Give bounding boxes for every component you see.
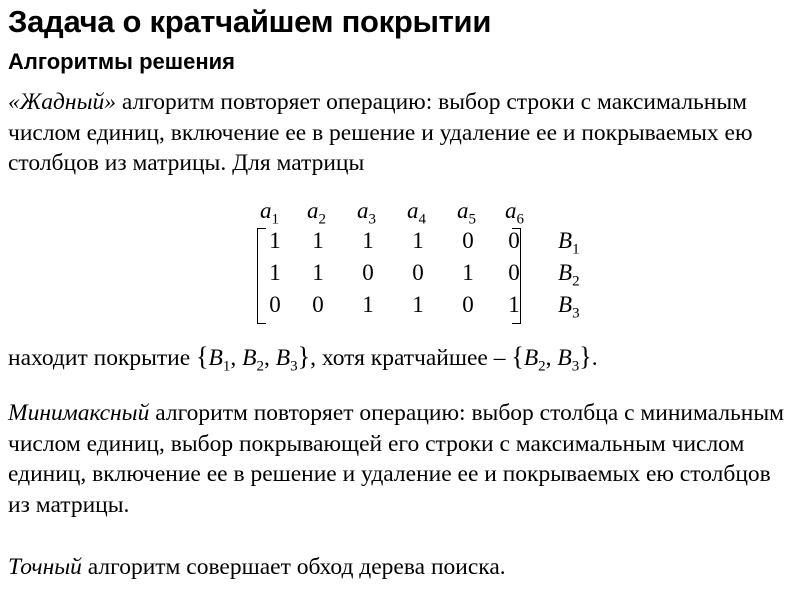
- matrix-cell: 0: [312, 292, 324, 317]
- matrix-cell: 1: [508, 292, 520, 317]
- minimax-term: Минимаксный: [8, 400, 150, 426]
- minimax-paragraph: [8, 398, 792, 520]
- matrix-cell: 1: [362, 292, 374, 317]
- matrix-cell: 1: [312, 228, 324, 253]
- cover-result-prefix: находит покрытие: [8, 345, 197, 371]
- greedy-paragraph: [8, 87, 792, 179]
- exact-text: алгоритм совершает обход дерева поиска.: [81, 554, 506, 580]
- minimax-text: алгоритм повторяет операцию: выбор столбца с минимальным числом единиц, выбор покрывающей его строки с максимальным числом единиц, включение ее в решение и удаление ее и покрываемых ею столбцов из матрицы.: [8, 400, 785, 518]
- cover-result-paragraph: находит покрытие {$B_1$, $B_2$, $B_3$}, хотя кратчайшее – {$B_2$, $B_3$}.: [8, 342, 598, 375]
- matrix-column-header: $a_3$: [357, 198, 376, 228]
- matrix-column-header: $a_4$: [407, 198, 426, 228]
- slide-title: Задача о кратчайшем покрытии: [8, 4, 492, 39]
- exact-paragraph: [8, 552, 792, 583]
- cover-result-middle: , хотя кратчайшее –: [310, 345, 512, 371]
- greedy-text: алгоритм повторяет операцию: выбор строки с максимальным числом единиц, включение ее в решение и удаление ее и покрываемых ею столбцов из матрицы. Для матрицы: [8, 89, 753, 176]
- matrix-column-header: $a_2$: [307, 198, 326, 228]
- matrix-cell: 1: [412, 292, 424, 317]
- matrix-cell: 0: [508, 260, 520, 285]
- matrix-column-header: $a_1$: [260, 198, 279, 228]
- matrix-cell: 0: [412, 260, 424, 285]
- matrix-row-label: $B_1$: [558, 228, 580, 258]
- greedy-term: «Жадный»: [8, 89, 116, 115]
- matrix-cell: 0: [269, 292, 281, 317]
- matrix-cell: 1: [462, 260, 474, 285]
- matrix-cell: 1: [312, 260, 324, 285]
- matrix-cell: 0: [362, 260, 374, 285]
- matrix-cell: 0: [462, 292, 474, 317]
- matrix-cell: 1: [412, 228, 424, 253]
- matrix-cell: 0: [508, 228, 520, 253]
- matrix-cell: 1: [362, 228, 374, 253]
- matrix-cell: 1: [269, 228, 281, 253]
- slide-subtitle: Алгоритмы решения: [8, 49, 235, 74]
- exact-term: Точный: [8, 554, 82, 580]
- matrix-row-label: $B_2$: [558, 260, 580, 290]
- matrix-row-label: $B_3$: [558, 292, 580, 322]
- matrix-column-header: $a_5$: [457, 198, 476, 228]
- coverage-matrix: [250, 198, 600, 328]
- matrix-cell: 1: [269, 260, 281, 285]
- matrix-column-header: $a_6$: [505, 198, 524, 228]
- matrix-cell: 0: [462, 228, 474, 253]
